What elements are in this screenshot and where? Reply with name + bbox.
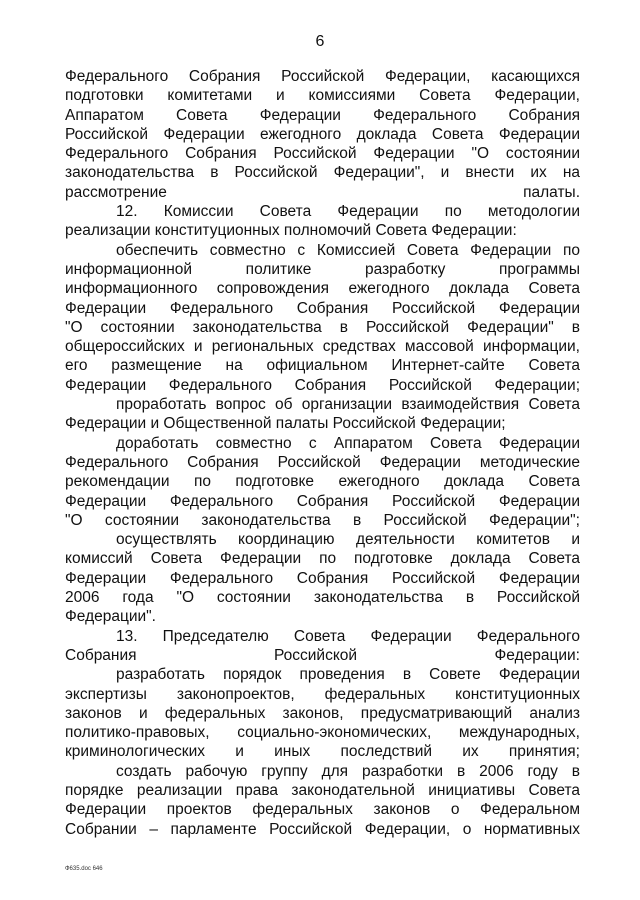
- paragraph: [65, 627, 580, 666]
- text-line: доработать совместно с Аппаратом Совета Федерации: [116, 434, 580, 452]
- footer-file-reference: Ф635.doc 646: [65, 866, 103, 872]
- text-line: Собрании – парламенте Российской Федерации, о нормативных: [65, 820, 580, 838]
- text-line: проработать вопрос об организации взаимодействия Совета: [116, 396, 580, 414]
- text-line: "О состоянии законодательства в Российской Федерации";: [65, 511, 580, 529]
- paragraph: [65, 241, 580, 395]
- text-line: рассмотрение палаты.: [65, 183, 580, 201]
- text-line: рекомендации по подготовке ежегодного доклада Совета: [65, 473, 580, 491]
- paragraph: [65, 665, 580, 761]
- text-line: реализации конституционных полномочий Совета Федерации:: [65, 222, 517, 240]
- document-body: [65, 67, 580, 839]
- text-line: Федерации Федерального Собрания Российской Федерации: [65, 299, 580, 317]
- text-line: криминологических и иных последствий их принятия;: [65, 743, 580, 761]
- text-line: экспертизы законопроектов, федеральных конституционных: [65, 685, 580, 703]
- text-line: Федерации и Общественной палаты Российской Федерации;: [65, 415, 506, 433]
- text-line: Федерации".: [65, 608, 156, 626]
- paragraph: [65, 530, 580, 626]
- text-line: Федерации Федерального Собрания Российской Федерации: [65, 492, 580, 510]
- text-line: Федерации Федерального Собрания Российской Федерации;: [65, 376, 580, 394]
- text-line: порядке реализации права законодательной инициативы Совета: [65, 781, 580, 799]
- text-line: Федерального Собрания Российской Федерации, касающихся: [65, 68, 580, 85]
- text-line: осуществлять координацию деятельности комитетов и: [116, 531, 580, 549]
- text-line: его размещение на официальном Интернет-сайте Совета: [65, 357, 580, 375]
- text-line: 2006 года "О состоянии законодательства в Российской: [65, 589, 580, 607]
- text-line: Федерации проектов федеральных законов о Федеральном: [65, 801, 580, 819]
- text-line: общероссийских и региональных средствах массовой информации,: [65, 338, 580, 356]
- text-line: законодательства в Российской Федерации", и внести их на: [65, 164, 580, 182]
- paragraph: [65, 395, 580, 434]
- text-line: Российской Федерации ежегодного доклада Совета Федерации: [65, 125, 580, 143]
- text-line: законов и федеральных законов, предусматривающий анализ: [65, 704, 580, 722]
- text-line: комиссий Совета Федерации по подготовке доклада Совета: [65, 550, 580, 568]
- text-line: информационной политике разработку программы: [65, 260, 580, 278]
- text-line: информационного сопровождения ежегодного доклада Совета: [65, 280, 580, 298]
- page-number: 6: [315, 33, 325, 50]
- text-line: обеспечить совместно с Комиссией Совета Федерации по: [116, 241, 580, 259]
- text-line: 13. Председателю Совета Федерации Федерального: [116, 627, 580, 645]
- text-line: Федерального Собрания Российской Федерации "О состоянии: [65, 145, 580, 163]
- text-line: Аппаратом Совета Федерации Федерального Собрания: [65, 106, 580, 124]
- text-line: создать рабочую группу для разработки в 2006 году в: [116, 762, 580, 780]
- paragraph: [65, 202, 580, 241]
- text-line: политико-правовых, социально-экономических, международных,: [65, 724, 580, 742]
- text-line: Федерального Собрания Российской Федерации методические: [65, 453, 580, 471]
- text-line: 12. Комиссии Совета Федерации по методологии: [116, 203, 580, 221]
- text-line: "О состоянии законодательства в Российской Федерации" в: [65, 318, 580, 336]
- text-line: разработать порядок проведения в Совете Федерации: [116, 666, 580, 684]
- text-line: подготовки комитетами и комиссиями Совета Федерации,: [65, 87, 580, 105]
- paragraph: [65, 434, 580, 530]
- paragraph: [65, 762, 580, 839]
- text-line: Федерации Федерального Собрания Российской Федерации: [65, 569, 580, 587]
- paragraph: [65, 67, 580, 202]
- text-line: Собрания Российской Федерации:: [65, 646, 580, 664]
